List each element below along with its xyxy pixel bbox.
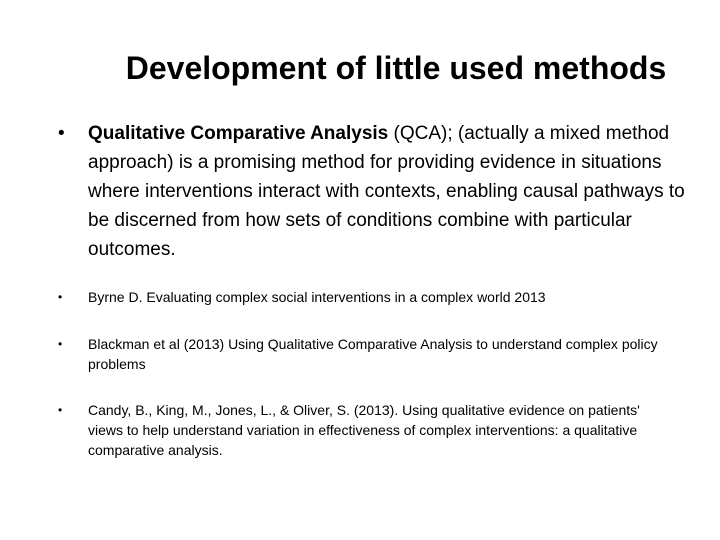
reference-text: Candy, B., King, M., Jones, L., & Oliver, S. (2013). Using qualitative evidence on patients' views to help understand variation in effectiveness of complex interventions: a qualitative comparative analysis. (88, 402, 640, 458)
slide-title: Development of little used methods (125, 50, 667, 86)
bullet-icon: • (58, 123, 65, 144)
bullet-icon: • (58, 290, 63, 304)
main-bullet-body: (QCA); (actually a mixed method approach) is a promising method for providing evidence in situations where interventions interact with contexts, enabling causal pathways to be discerned from how sets of conditions combine with particular outcomes. (88, 123, 685, 260)
reference-text: Byrne D. Evaluating complex social interventions in a complex world 2013 (88, 289, 546, 305)
bullet-icon: • (58, 403, 63, 417)
main-bullet-point (58, 119, 708, 264)
reference-item-candy (58, 400, 668, 460)
main-bullet-bold-term: Qualitative Comparative Analysis (88, 123, 389, 144)
bullet-icon: • (58, 337, 63, 351)
reference-item-blackman (58, 334, 668, 374)
reference-item-byrne (58, 287, 668, 307)
main-bullet-text (88, 119, 708, 264)
reference-text: Blackman et al (2013) Using Qualitative Comparative Analysis to understand complex policy problems (88, 336, 658, 372)
